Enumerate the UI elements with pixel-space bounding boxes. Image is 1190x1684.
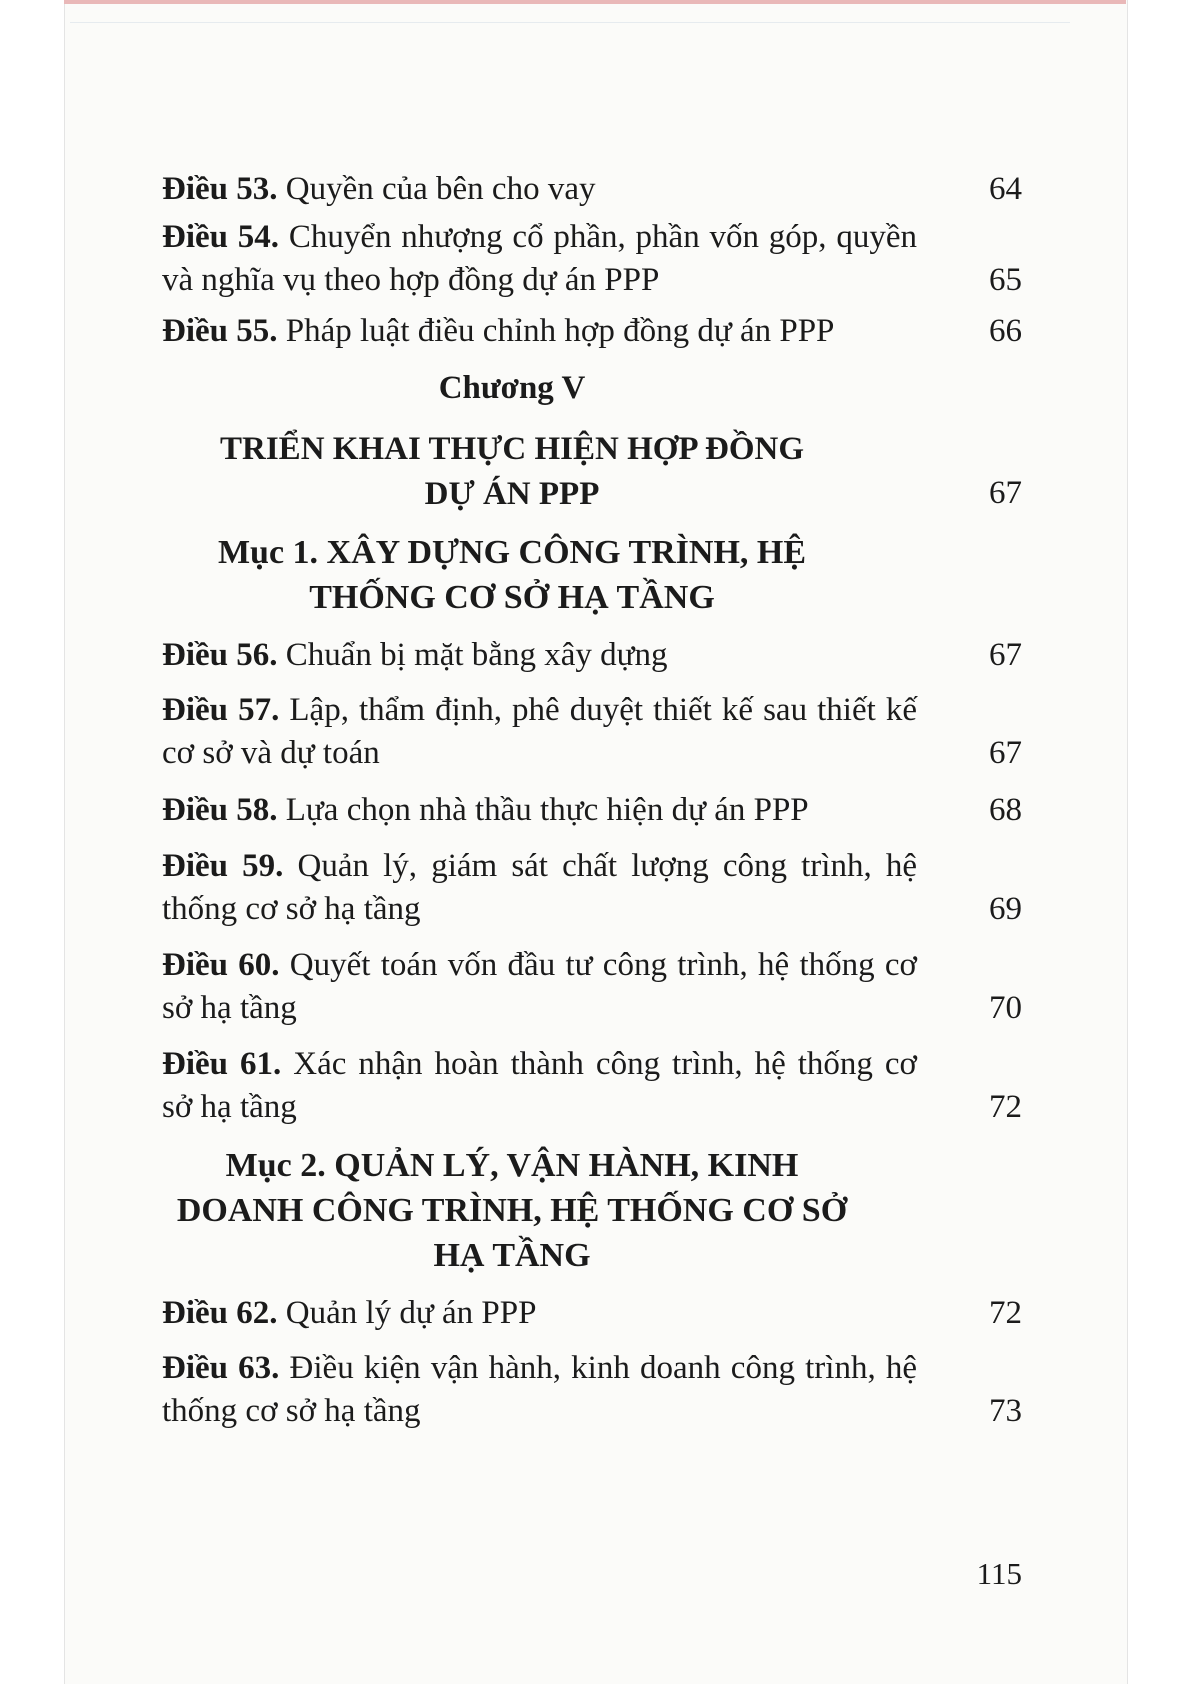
toc-entry-page: 67 (989, 637, 1022, 673)
toc-entry (162, 1292, 1022, 1335)
toc-entry-text (162, 1043, 917, 1129)
toc-entry-title: Xác nhận hoàn thành công trình, hệ thống cơ sở hạ tầng (162, 1046, 918, 1125)
section-title-line: Mục 1. XÂY DỰNG CÔNG TRÌNH, HỆ (217, 534, 807, 571)
toc-entry-text (162, 789, 917, 832)
chapter-page: 67 (989, 475, 1022, 511)
toc-entry-label: Điều 54. (162, 219, 280, 255)
toc-entry-text (162, 310, 917, 353)
toc-entry-text (162, 168, 917, 211)
toc-entry-page: 67 (989, 735, 1022, 771)
chapter-name: Chương V (438, 370, 586, 406)
toc-entry (162, 168, 1022, 211)
toc-entry-label: Điều 55. (162, 313, 278, 349)
toc-entry-page: 65 (989, 262, 1022, 298)
toc-entry (162, 689, 1022, 775)
section-title-line: Mục 2. QUẢN LÝ, VẬN HÀNH, KINH (225, 1147, 799, 1184)
toc-entry-title: Điều kiện vận hành, kinh doanh công trình, hệ thống cơ sở hạ tầng (162, 1350, 917, 1429)
toc-entry-text (162, 216, 917, 302)
toc-entry-label: Điều 56. (162, 637, 278, 673)
toc-entry-title: Lựa chọn nhà thầu thực hiện dự án PPP (277, 792, 809, 828)
toc-entry-text (162, 845, 917, 931)
toc-entry-label: Điều 61. (162, 1046, 282, 1082)
section-title-line: DOANH CÔNG TRÌNH, HỆ THỐNG CƠ SỞ (176, 1192, 848, 1229)
toc-entry-text (162, 689, 917, 775)
toc-entry (162, 789, 1022, 832)
toc-entry (162, 216, 1022, 302)
toc-entry-label: Điều 63. (162, 1350, 280, 1386)
toc-entry-title: Lập, thẩm định, phê duyệt thiết kế sau thiết kế cơ sở và dự toán (162, 692, 918, 771)
toc-entry (162, 845, 1022, 931)
toc-entry (162, 1347, 1022, 1433)
toc-entry (162, 634, 1022, 677)
top-edge (64, 0, 1126, 4)
toc-entry (162, 310, 1022, 353)
section-title-line: THỐNG CƠ SỞ HẠ TẦNG (309, 579, 715, 616)
table-of-contents (162, 168, 1022, 1433)
toc-entry-page: 64 (989, 171, 1022, 207)
toc-entry-title: Quản lý dự án PPP (277, 1295, 537, 1331)
chapter-title-line: DỰ ÁN PPP (424, 476, 600, 512)
toc-entry-title: Chuẩn bị mặt bằng xây dựng (277, 637, 668, 673)
chapter-title-row (162, 471, 1022, 516)
toc-entry-title: Quyền của bên cho vay (277, 171, 596, 207)
toc-entry-label: Điều 57. (162, 692, 280, 728)
toc-entry-page: 72 (989, 1295, 1022, 1331)
page-number: 115 (976, 1556, 1022, 1591)
section-title-line: HẠ TẦNG (433, 1237, 591, 1274)
toc-entry-label: Điều 60. (162, 947, 280, 983)
toc-entry-label: Điều 62. (162, 1295, 278, 1331)
toc-entry (162, 944, 1022, 1030)
chapter-title-line: TRIỂN KHAI THỰC HIỆN HỢP ĐỒNG (220, 431, 804, 467)
toc-entry-text (162, 1347, 917, 1433)
toc-entry-label: Điều 58. (162, 792, 278, 828)
toc-entry-text (162, 1292, 917, 1335)
top-rule (70, 22, 1070, 23)
toc-entry-label: Điều 53. (162, 171, 278, 207)
toc-entry-label: Điều 59. (162, 848, 284, 884)
toc-entry-text (162, 944, 917, 1030)
toc-entry-text (162, 634, 917, 677)
toc-entry-title: Chuyển nhượng cổ phần, phần vốn góp, quyền và nghĩa vụ theo hợp đồng dự án PPP (162, 219, 917, 298)
toc-entry-page: 72 (989, 1089, 1022, 1125)
toc-entry-title: Pháp luật điều chỉnh hợp đồng dự án PPP (277, 313, 835, 349)
toc-entry-title: Quản lý, giám sát chất lượng công trình, hệ thống cơ sở hạ tầng (162, 848, 917, 927)
toc-entry (162, 1043, 1022, 1129)
toc-entry-page: 73 (989, 1393, 1022, 1429)
toc-entry-page: 68 (989, 792, 1022, 828)
toc-entry-page: 66 (989, 313, 1022, 349)
toc-entry-page: 70 (989, 990, 1022, 1026)
toc-entry-page: 69 (989, 891, 1022, 927)
toc-entry-title: Quyết toán vốn đầu tư công trình, hệ thống cơ sở hạ tầng (162, 947, 918, 1026)
